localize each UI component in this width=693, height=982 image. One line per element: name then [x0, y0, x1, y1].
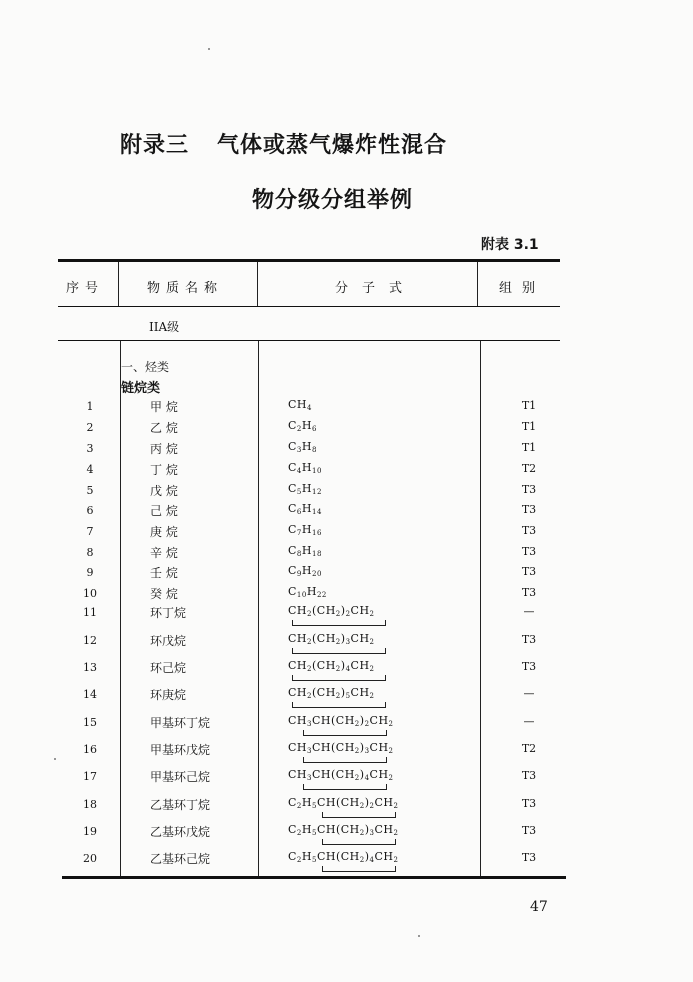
molecular-formula: $C_3H_8$	[288, 440, 317, 454]
molecular-formula: $C_5H_{12}$	[288, 482, 322, 496]
group-code: T3	[521, 851, 537, 864]
group-code: T3	[521, 769, 537, 782]
row-number: 1	[86, 400, 94, 413]
table-row	[0, 823, 693, 843]
molecular-formula: $C_8H_{18}$	[288, 544, 322, 558]
table-header-rule	[58, 306, 560, 307]
substance-name: 乙 烷	[150, 421, 178, 435]
molecular-formula: $C_7H_{16}$	[288, 523, 322, 537]
group-code: T3	[521, 824, 537, 837]
molecular-formula: $CH_2(CH_2)_4CH_2$	[288, 659, 375, 673]
substance-name: 甲 烷	[150, 400, 178, 414]
group-code: T3	[521, 797, 537, 810]
ring-bond-bracket	[303, 757, 387, 763]
row-number: 16	[83, 743, 97, 756]
header-name: 物质名称	[147, 281, 224, 296]
molecular-formula: $CH_3CH(CH_2)_3CH_2$	[288, 741, 394, 755]
ring-bond-bracket	[322, 812, 396, 818]
row-number: 11	[83, 606, 97, 619]
row-number: 7	[86, 525, 94, 538]
molecular-formula: $C_{10}H_{22}$	[288, 585, 327, 599]
table-row	[0, 502, 693, 522]
group-code: T3	[521, 524, 537, 537]
row-number: 10	[83, 587, 97, 600]
table-row	[0, 741, 693, 761]
molecular-formula: $C_6H_{14}$	[288, 502, 322, 516]
row-number: 14	[83, 688, 97, 701]
substance-name: 环庚烷	[150, 688, 187, 702]
substance-name: 庚 烷	[150, 525, 178, 539]
table-top-rule	[58, 259, 560, 262]
ring-bond-bracket	[322, 866, 396, 872]
row-number: 15	[83, 716, 97, 729]
molecular-formula: $C_2H_5CH(CH_2)_3CH_2$	[288, 823, 399, 837]
substance-name: 癸 烷	[150, 587, 178, 601]
table-row	[0, 659, 693, 679]
row-number: 3	[86, 442, 94, 455]
row-number: 2	[86, 421, 94, 434]
col-divider	[257, 262, 258, 306]
row-number: 5	[86, 484, 94, 497]
molecular-formula: $CH_3CH(CH_2)_4CH_2$	[288, 768, 394, 782]
ring-bond-bracket	[303, 784, 387, 790]
molecular-formula: $C_2H_5CH(CH_2)_2CH_2$	[288, 796, 399, 810]
section-heading: 一、烃类	[121, 360, 170, 374]
table-row	[0, 544, 693, 564]
grade-row-rule	[58, 340, 560, 341]
substance-name: 环丁烷	[150, 606, 187, 620]
table-row	[0, 686, 693, 706]
header-group: 组别	[499, 281, 546, 296]
group-code: T3	[521, 633, 537, 646]
scan-speck	[208, 48, 210, 50]
table-row	[0, 523, 693, 543]
substance-name: 丁 烷	[150, 463, 178, 477]
substance-name: 乙基环丁烷	[150, 798, 211, 812]
substance-name: 甲基环戊烷	[150, 743, 211, 757]
header-formula: 分子式	[335, 281, 417, 296]
row-number: 18	[83, 798, 97, 811]
group-code: T1	[521, 399, 537, 412]
table-bottom-rule	[62, 876, 566, 879]
group-code: T3	[521, 660, 537, 673]
group-code: T3	[521, 503, 537, 516]
scan-speck	[418, 935, 420, 937]
substance-name: 丙 烷	[150, 442, 178, 456]
ring-bond-bracket	[292, 675, 386, 681]
group-code: T3	[521, 586, 537, 599]
substance-name: 壬 烷	[150, 566, 178, 580]
group-code: T2	[521, 462, 537, 475]
substance-name: 乙基环戊烷	[150, 825, 211, 839]
molecular-formula: $CH_3CH(CH_2)_2CH_2$	[288, 714, 394, 728]
group-code: T1	[521, 441, 537, 454]
appendix-label: 附录三	[120, 133, 190, 158]
row-number: 13	[83, 661, 97, 674]
table-row	[0, 604, 693, 624]
substance-name: 乙基环己烷	[150, 852, 211, 866]
row-number: 4	[86, 463, 94, 476]
substance-name: 辛 烷	[150, 546, 178, 560]
group-code: T3	[521, 545, 537, 558]
col-divider	[477, 262, 478, 306]
table-label: 附表 3.1	[481, 237, 539, 253]
page-title	[120, 128, 447, 159]
group-code: T3	[521, 565, 537, 578]
group-code: T3	[521, 483, 537, 496]
grade-label: IIA级	[149, 320, 180, 334]
row-number: 6	[86, 504, 94, 517]
ring-bond-bracket	[292, 648, 386, 654]
molecular-formula: $CH_4$	[288, 398, 312, 412]
ring-bond-bracket	[292, 620, 386, 626]
table-row	[0, 419, 693, 439]
substance-name: 环己烷	[150, 661, 187, 675]
group-code: —	[523, 715, 535, 728]
ring-bond-bracket	[303, 730, 387, 736]
table-row	[0, 585, 693, 605]
molecular-formula: $C_2H_6$	[288, 419, 317, 433]
page-title-line2: 物分级分组举例	[252, 188, 414, 213]
substance-name: 环戊烷	[150, 634, 187, 648]
scan-speck	[54, 758, 56, 760]
molecular-formula: $CH_2(CH_2)_5CH_2$	[288, 686, 375, 700]
table-row	[0, 768, 693, 788]
group-code: T1	[521, 420, 537, 433]
group-code: T2	[521, 742, 537, 755]
molecular-formula: $CH_2(CH_2)_2CH_2$	[288, 604, 375, 618]
molecular-formula: $C_4H_{10}$	[288, 461, 322, 475]
substance-name: 己 烷	[150, 504, 178, 518]
row-number: 19	[83, 825, 97, 838]
substance-name: 戊 烷	[150, 484, 178, 498]
table-row	[0, 796, 693, 816]
header-no: 序号	[66, 281, 105, 296]
table-row	[0, 398, 693, 418]
substance-name: 甲基环己烷	[150, 770, 211, 784]
table-row	[0, 632, 693, 652]
row-number: 12	[83, 634, 97, 647]
ring-bond-bracket	[292, 702, 386, 708]
page-number: 47	[530, 899, 548, 915]
ring-bond-bracket	[322, 839, 396, 845]
row-number: 9	[86, 566, 94, 579]
table-row	[0, 850, 693, 870]
title-line1-text: 气体或蒸气爆炸性混合	[217, 133, 448, 158]
table-row	[0, 440, 693, 460]
molecular-formula: $C_2H_5CH(CH_2)_4CH_2$	[288, 850, 399, 864]
table-row	[0, 461, 693, 481]
table-row	[0, 564, 693, 584]
substance-name: 甲基环丁烷	[150, 716, 211, 730]
row-number: 17	[83, 770, 97, 783]
group-code: —	[523, 605, 535, 618]
row-number: 8	[86, 546, 94, 559]
row-number: 20	[83, 852, 97, 865]
table-row	[0, 714, 693, 734]
group-code: —	[523, 687, 535, 700]
molecular-formula: $CH_2(CH_2)_3CH_2$	[288, 632, 375, 646]
molecular-formula: $C_9H_{20}$	[288, 564, 322, 578]
subsection-heading: 链烷类	[121, 381, 161, 396]
table-row	[0, 482, 693, 502]
col-divider	[118, 262, 119, 306]
